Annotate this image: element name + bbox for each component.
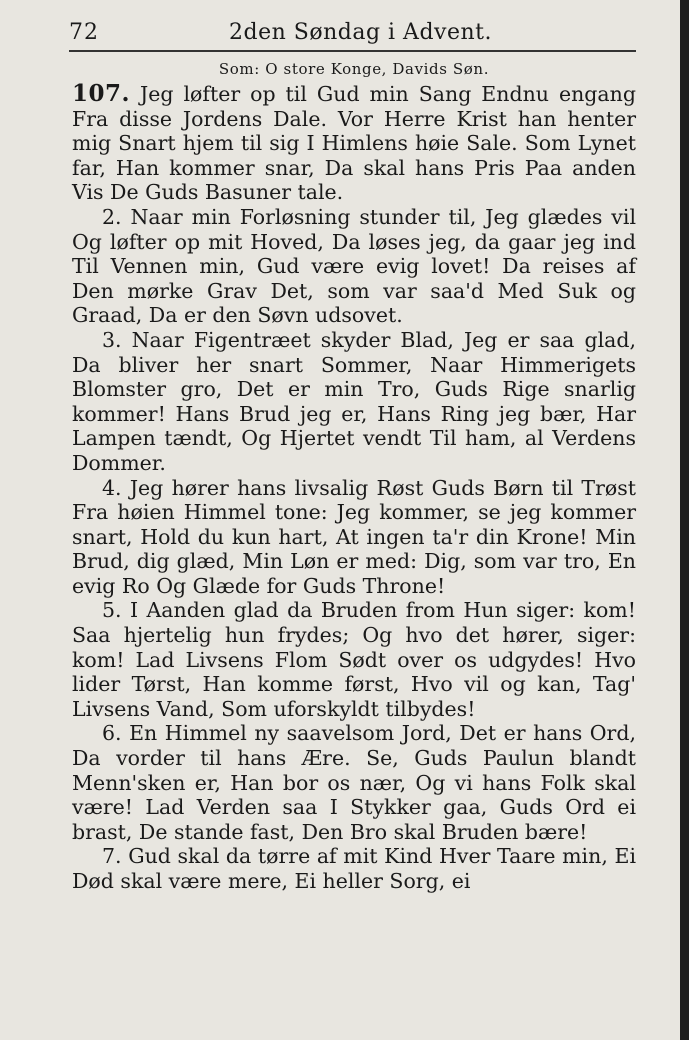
hymn-number: 107. — [72, 80, 131, 107]
verse-4: 4. Jeg hører hans livsalig Røst Guds Børn til Trøst Fra høien Himmel tone: Jeg kommer, se jeg kommer snart, Hold du kun hart, At ingen ta'r din Krone! Min Brud, dig glæd, Min Løn er med: Dig, som var tro, En evig Ro Og Glæde for Guds Throne! — [72, 475, 636, 598]
page-number: 72 — [69, 20, 99, 45]
hymn-text — [72, 82, 636, 894]
verse-2: 2. Naar min Forløsning stunder til, Jeg glædes vil Og løfter op mit Hoved, Da løses jeg, da gaar jeg ind Til Vennen min, Gud være evig lovet! Da reises af Den mørke Grav Det, som var saa'd Med Suk og Graad, Da er den Søvn udsovet. — [72, 204, 636, 328]
verse-3: 3. Naar Figentræet skyder Blad, Jeg er saa glad, Da bliver her snart Sommer, Naar Himmerigets Blomster gro, Det er min Tro, Guds Rige snarlig kommer! Hans Brud jeg er, Hans Ring jeg bær, Har Lampen tændt, Og Hjertet vendt Til ham, al Verdens Dommer. — [72, 327, 636, 475]
verse-7: 7. Gud skal da tørre af mit Kind Hver Taare min, Ei Død skal være mere, Ei heller Sorg, ei — [72, 844, 636, 893]
verse-1-text: Jeg løfter op til Gud min Sang Endnu engang Fra disse Jordens Dale. Vor Herre Krist han henter mig Snart hjem til sig I Himlens høie Sale. Som Lynet far, Han kommer snar, Da skal hans Pris Paa anden Vis De Guds Basuner tale. — [72, 82, 636, 205]
verse-5: 5. I Aanden glad da Bruden from Hun siger: kom! Saa hjertelig hun frydes; Og hvo det hører, siger: kom! Lad Livsens Flom Sødt over os udgydes! Hvo lider Tørst, Han komme først, Hvo vil og kan, Tag' Livsens Vand, Som uforskyldt tilbydes! — [72, 598, 636, 721]
page-edge-shadow — [680, 0, 689, 1040]
running-head — [69, 14, 636, 52]
running-title: 2den Søndag i Advent. — [229, 20, 492, 45]
tune-line: Som: O store Konge, Davids Søn. — [218, 60, 490, 78]
verse-6: 6. En Himmel ny saavelsom Jord, Det er hans Ord, Da vorder til hans Ære. Se, Guds Paulun blandt Menn'sken er, Han bor os nær, Og vi hans Folk skal være! Lad Verden saa I Stykker gaa, Guds Ord ei brast, De stande fast, Den Bro skal Bruden bære! — [72, 721, 636, 844]
verse-1 — [72, 82, 636, 205]
